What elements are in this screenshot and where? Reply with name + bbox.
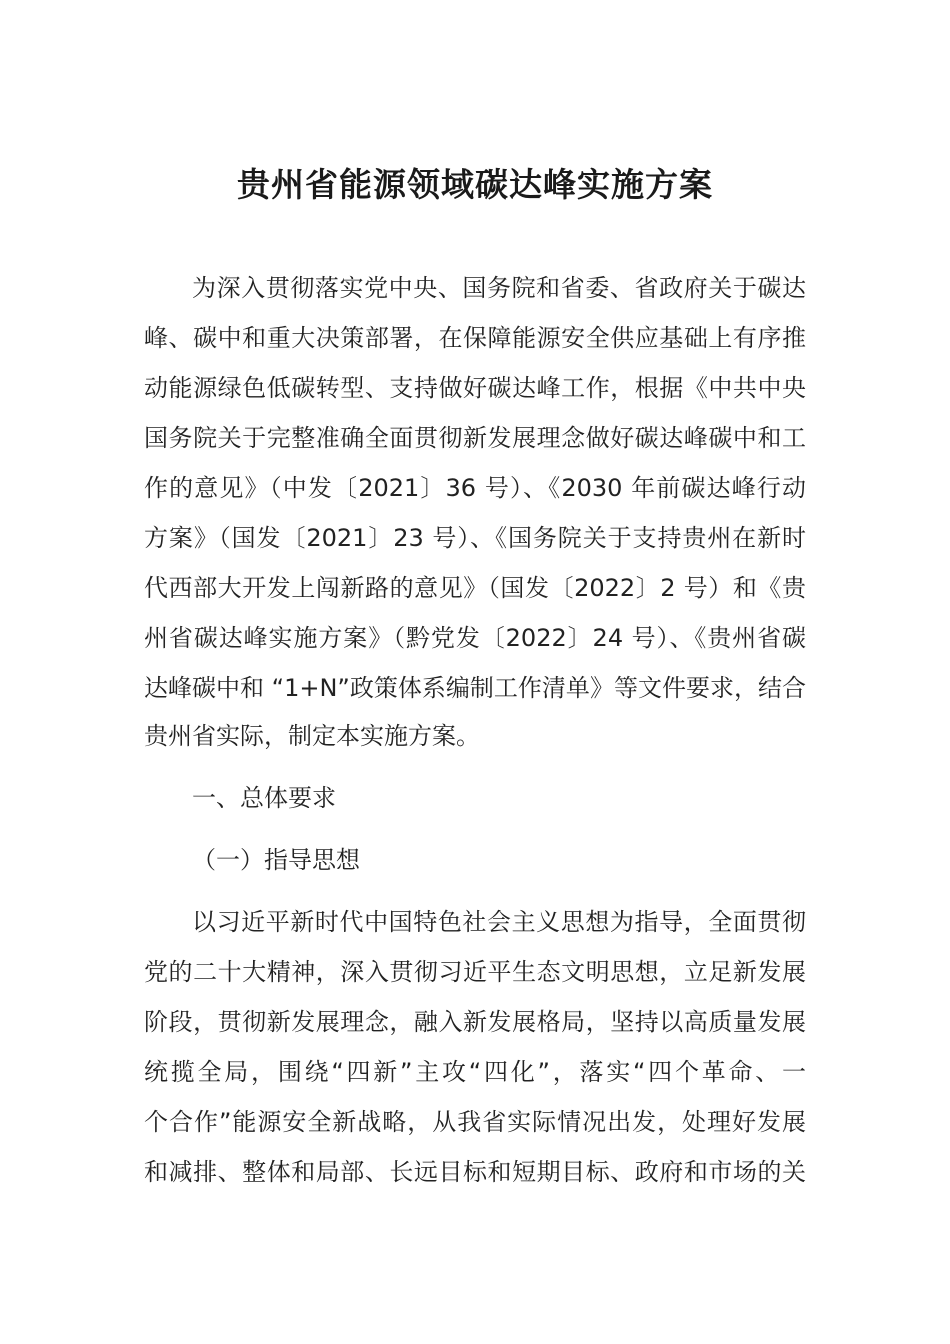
subsection-heading: （一）指导思想 bbox=[192, 846, 360, 874]
paragraph-line: 国务院关于完整准确全面贯彻新发展理念做好碳达峰碳中和工 bbox=[144, 424, 806, 452]
paragraph-line: 代西部大开发上闯新路的意见》（国发〔2022〕2 号）和《贵 bbox=[144, 574, 806, 602]
paragraph-line: 党的二十大精神，深入贯彻习近平生态文明思想，立足新发展 bbox=[144, 958, 806, 986]
paragraph-line: 方案》（国发〔2021〕23 号）、《国务院关于支持贵州在新时 bbox=[144, 524, 806, 552]
paragraph-line: 和减排、整体和局部、长远目标和短期目标、政府和市场的关 bbox=[144, 1158, 806, 1186]
paragraph-line: 作的意见》（中发〔2021〕36 号）、《2030 年前碳达峰行动 bbox=[144, 474, 806, 502]
paragraph-line: 达峰碳中和 “1+N”政策体系编制工作清单》等文件要求，结合 bbox=[144, 674, 806, 702]
paragraph-line: 个合作”能源安全新战略，从我省实际情况出发，处理好发展 bbox=[144, 1108, 806, 1136]
section-heading: 一、总体要求 bbox=[192, 784, 336, 812]
paragraph-line: 以习近平新时代中国特色社会主义思想为指导，全面贯彻 bbox=[192, 908, 806, 936]
paragraph-line: 州省碳达峰实施方案》（黔党发〔2022〕24 号）、《贵州省碳 bbox=[144, 624, 806, 652]
paragraph-line: 峰、碳中和重大决策部署，在保障能源安全供应基础上有序推 bbox=[144, 324, 806, 352]
paragraph-line: 动能源绿色低碳转型、支持做好碳达峰工作，根据《中共中央 bbox=[144, 374, 806, 402]
paragraph-line: 阶段，贯彻新发展理念，融入新发展格局，坚持以高质量发展 bbox=[144, 1008, 806, 1036]
document-title: 贵州省能源领域碳达峰实施方案 bbox=[237, 165, 713, 204]
paragraph-line: 为深入贯彻落实党中央、国务院和省委、省政府关于碳达 bbox=[192, 274, 806, 302]
paragraph-line: 贵州省实际，制定本实施方案。 bbox=[144, 722, 480, 750]
paragraph-line: 统揽全局，围绕“四新”主攻“四化”，落实“四个革命、一 bbox=[144, 1058, 806, 1086]
